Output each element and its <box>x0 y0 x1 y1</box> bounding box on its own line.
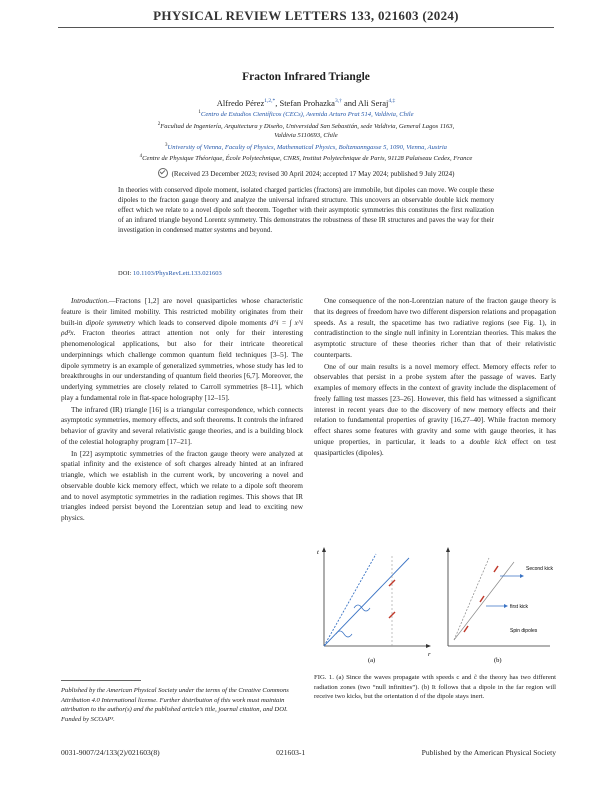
paragraph: One consequence of the non-Lorentzian nature of the fracton gauge theory is that its degrees of freedom have two different dispersion relations and propagation speeds. As a result, the spacetime has two radiative regions (see Fig. 1), in contradistinction to the single null infinity in Lorentzian theories. This makes the asymptotic structure of these theories richer than that of their relativistic counterparts. <box>314 296 556 359</box>
paragraph: The infrared (IR) triangle [16] is a triangular correspondence, which connects asymptotic symmetries, memory effects, and soft theorems. It controls the infrared behavior of gravity and several relativistic gauge theories, and is a building block of the celestial holography program [17–21]. <box>61 404 303 446</box>
right-column <box>314 296 556 458</box>
license-note: Published by the American Physical Society under the terms of the Creative Commons Attribution 4.0 International license. Further distribution of this work must maintain attribution to the author(s) and the published article’s title, journal citation, and DOI. Funded by SCOAP³. <box>61 687 289 723</box>
arrow-head-icon <box>426 644 431 648</box>
received-dates: (Received 23 December 2023; revised 30 April 2024; accepted 17 May 2024; published 9 July 2024) <box>0 168 612 178</box>
dipole-icon <box>494 566 498 572</box>
abstract: In theories with conserved dipole moment, isolated charged particles (fractons) are immobile, but dipoles can move. We couple these dipoles to the fracton gauge theory and analyze the universal infrared structure. This uncovers an observable double kick memory effect which we relate to a novel dipole soft theorem. Together with their asymptotic symmetries this constitutes the first realization of an infrared triangle beyond Lorentz symmetry. This demonstrates the robustness of these IR structures and paves the way for their investigation in condensed matter systems and beyond. <box>118 186 494 235</box>
paragraph: One of our main results is a novel memory effect. Memory effects refer to observables that persist in a probe system after the passage of waves. Early examples of memory effects in the context of gravity include the displacement of freely falling test masses [23–26]. However, this field has witnessed a significant interest in recent years due to the discovery of new memory effects and their relation to fundamental properties of gravity [16,27–40]. While fracton memory effect shares some features with gravity and some with gauge theories, it has unique properties, in particular, it leads to a double kick effect on test quasiparticles (dipoles). <box>314 361 557 457</box>
arrow-head-icon <box>504 604 508 608</box>
wavefront-line <box>454 562 514 640</box>
author-marks[interactable]: 1,2,* <box>264 98 276 105</box>
affiliation: $^4$Centre de Physique Théorique, École Polytechnique, CNRS, Institut Polytechnique de Paris, 91128 Palaiseau Cedex, France <box>139 154 473 163</box>
second-kick-label: Second kick <box>526 566 553 572</box>
math-expression: d^i = ∫ x^i ρd³x <box>61 317 304 338</box>
page-footer <box>61 748 556 757</box>
first-kick-label: first kick <box>510 604 529 610</box>
doi-link[interactable]: 10.1103/PhysRevLett.133.021603 <box>132 270 222 277</box>
wave-icon <box>336 631 352 637</box>
footnote-rule <box>61 680 141 681</box>
check-for-updates-icon[interactable] <box>158 168 168 178</box>
header-rule <box>58 27 554 28</box>
paragraph: In [22] asymptotic symmetries of the fracton gauge theory were analyzed at spatial infinity and the existence of soft charges already hinted at an infrared triangle, which we establish in the current work, by uncovering a novel and observable double kick memory effect, which we relate to a dipole soft theorem and to novel asymptotic symmetries in the radiation regimes. This shows that IR triangles indeed persist beyond the Lorentzian setup and lead to exciting new physics. <box>61 448 303 522</box>
wavefront-line <box>454 558 489 640</box>
arrow-head-icon <box>322 547 326 552</box>
journal-header: PHYSICAL REVIEW LETTERS 133, 021603 (2024) <box>153 8 459 23</box>
figure-caption: FIG. 1. (a) Since the waves propagate with speeds c and c̃ the theory has two different radiation zones (two “null infinities”). (b) It follows that a dipole in the far region will receive two kicks, but the orientation d of the dipole stays inert. <box>314 674 556 700</box>
dipole-icon <box>464 626 468 632</box>
arrow-head-icon <box>446 547 450 552</box>
paragraph: Introduction.—Fractons [1,2] are novel quasiparticles whose characteristic feature is their limited mobility. This restricted mobility originates from their built-in dipole symmetry which leads to conserved dipole moments d^i = ∫ x^i ρd³x. Fracton theories attract attention not only for their interesting phenomenological applications, but also for their intricate theoretical underpinnings which challenge common quantum field techniques [3–5]. The dipole symmetry is an example of generalized symmetries, whose study has led to breakthroughs in our understanding of quantum field theories [6,7]. Moreover, the underlying symmetries are closely related to Carroll symmetries [8–11], which play a fundamental role in flat-space holography [12–15]. <box>61 296 304 402</box>
doi-line: DOI: 10.1103/PhysRevLett.133.021603 <box>118 270 222 277</box>
affiliations <box>0 108 612 164</box>
affiliation: $^2$Facultad de Ingeniería, Arquitectura y Diseño, Universidad San Sebastián, sede Valdivia, General Lagos 1163, Valdivia 5110693, Chile <box>157 121 455 140</box>
panel-a-label: (a) <box>368 657 376 664</box>
r-axis-label: r <box>428 651 431 658</box>
figure-panel-b <box>446 547 553 664</box>
footer-issn: 0031-9007/24/133(2)/021603(8) <box>61 748 160 757</box>
wave-icon <box>354 605 370 611</box>
author-and: and <box>343 98 357 108</box>
left-column <box>61 296 303 524</box>
affiliation: $^3$University of Vienna, Faculty of Physics, Mathematical Physics, Boltzmanngasse 5, 1090, Vienna, Austria <box>165 142 447 151</box>
paper-title: Fracton Infrared Triangle <box>242 71 370 83</box>
dipole-label: Spin dipoles <box>510 628 538 634</box>
author-marks[interactable]: 3,† <box>334 98 342 105</box>
section-heading: Introduction.— <box>71 296 116 305</box>
author-name: Alfredo Pérez <box>216 98 265 108</box>
footer-publisher: Published by the American Physical Society <box>421 748 556 757</box>
figure-panel-a <box>317 547 431 664</box>
footer-page-number: 021603-1 <box>276 748 306 757</box>
arrow-head-icon <box>520 574 524 578</box>
author-list: Alfredo Pérez$^{1,2,*}$, Stefan Prohazka$^{3,\dagger}$ and Ali Seraj$^{4,\ddagger}$ <box>216 98 396 108</box>
dipole-icon <box>480 596 484 602</box>
author-name: Stefan Prohazka <box>279 98 335 108</box>
affiliation: $^1$Centro de Estudios Científicos (CECs), Avenida Arturo Prat 514, Valdivia, Chile <box>198 110 414 119</box>
t-axis-label: t <box>317 549 319 556</box>
panel-b-label: (b) <box>494 657 502 664</box>
author-marks[interactable]: 4,‡ <box>388 98 396 105</box>
figure-1 <box>314 546 556 664</box>
author-name: Ali Seraj <box>357 98 389 108</box>
